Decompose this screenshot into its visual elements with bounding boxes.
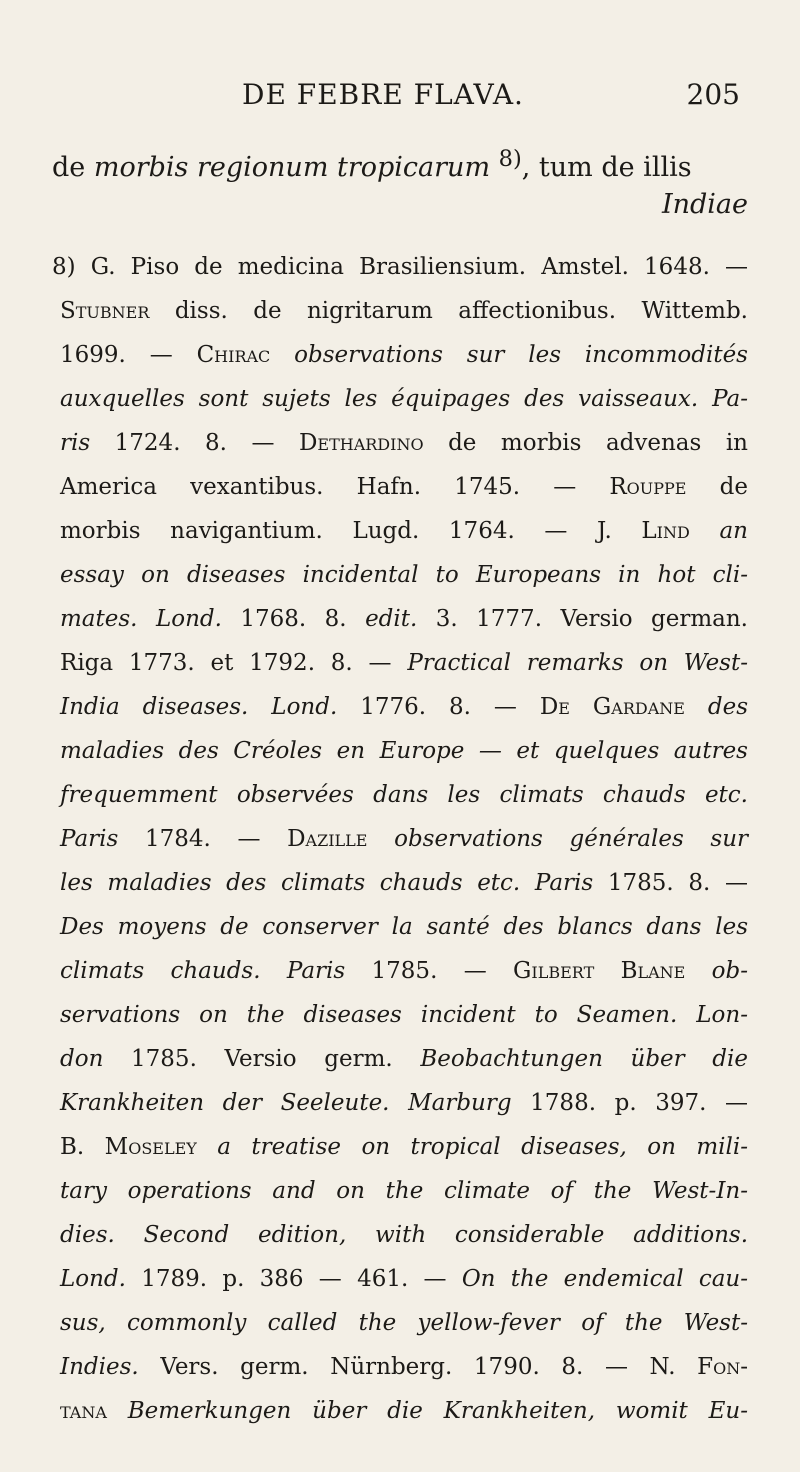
- footnote-line: India diseases. Lond. 1776. 8. — De Gardane des: [60, 694, 749, 720]
- footnote-line: mates. Lond. 1768. 8. edit. 3. 1777. Versio german.: [60, 606, 748, 632]
- footnote-line: Des moyens de conserver la santé des blancs dans les: [60, 914, 748, 940]
- footnote-line: Stubner diss. de nigritarum affectionibus. Wittemb.: [60, 298, 748, 324]
- footnote-line: auxquelles sont sujets les équipages des vaisseaux. Pa-: [60, 386, 748, 412]
- footnote-marker: 8): [498, 146, 522, 172]
- footnote-line: essay on diseases incidental to Europeans in hot cli-: [60, 562, 748, 588]
- running-title: DE FEBRE FLAVA.: [242, 78, 524, 111]
- main-text-line-1: de morbis regionum tropicarum $^{8)}$, tum de illis: [52, 146, 692, 183]
- footnote-line: climats chauds. Paris 1785. — Gilbert Blane ob-: [60, 958, 749, 984]
- footnote-line: tary operations and on the climate of the West-In-: [60, 1178, 748, 1204]
- footnote-line: Krankheiten der Seeleute. Marburg 1788. p. 397. —: [60, 1090, 748, 1116]
- footnote-line: dies. Second edition, with considerable additions.: [60, 1222, 748, 1248]
- footnote-line: America vexantibus. Hafn. 1745. — Rouppe de: [60, 474, 748, 500]
- footnote-line: don 1785. Versio germ. Beobachtungen über die: [60, 1046, 748, 1072]
- main-text-line-2: Indiae: [661, 189, 748, 220]
- footnote-line: morbis navigantium. Lugd. 1764. — J. Lind an: [60, 518, 748, 544]
- footnote-line: ris 1724. 8. — Dethardino de morbis advenas in: [60, 430, 748, 456]
- footnote-line: les maladies des climats chauds etc. Paris 1785. 8. —: [60, 870, 748, 896]
- footnote-line: sus, commonly called the yellow-fever of the West-: [60, 1310, 748, 1336]
- page-header: [0, 78, 800, 118]
- footnote-line: Paris 1784. — Dazille observations générales sur: [60, 826, 748, 852]
- footnote-line: 8) G. Piso de medicina Brasiliensium. Amstel. 1648. —: [52, 254, 748, 280]
- footnote-line: servations on the diseases incident to Seamen. Lon-: [60, 1002, 748, 1028]
- footnote-line: Lond. 1789. p. 386 — 461. — On the endemical cau-: [60, 1266, 748, 1292]
- footnote-line: Indies. Vers. germ. Nürnberg. 1790. 8. — N. Fon-: [60, 1354, 748, 1380]
- footnote-line: maladies des Créoles en Europe — et quelques autres: [60, 738, 748, 764]
- footnote-line: frequemment observées dans les climats chauds etc.: [60, 782, 748, 808]
- footnote-line: Riga 1773. et 1792. 8. — Practical remarks on West-: [60, 650, 748, 676]
- footnote-line: tana Bemerkungen über die Krankheiten, womit Eu-: [60, 1398, 748, 1424]
- footnote-line: B. Moseley a treatise on tropical diseases, on mili-: [60, 1134, 748, 1160]
- footnote-line: 1699. — Chirac observations sur les incommodités: [60, 342, 748, 368]
- page-number: 205: [686, 78, 740, 111]
